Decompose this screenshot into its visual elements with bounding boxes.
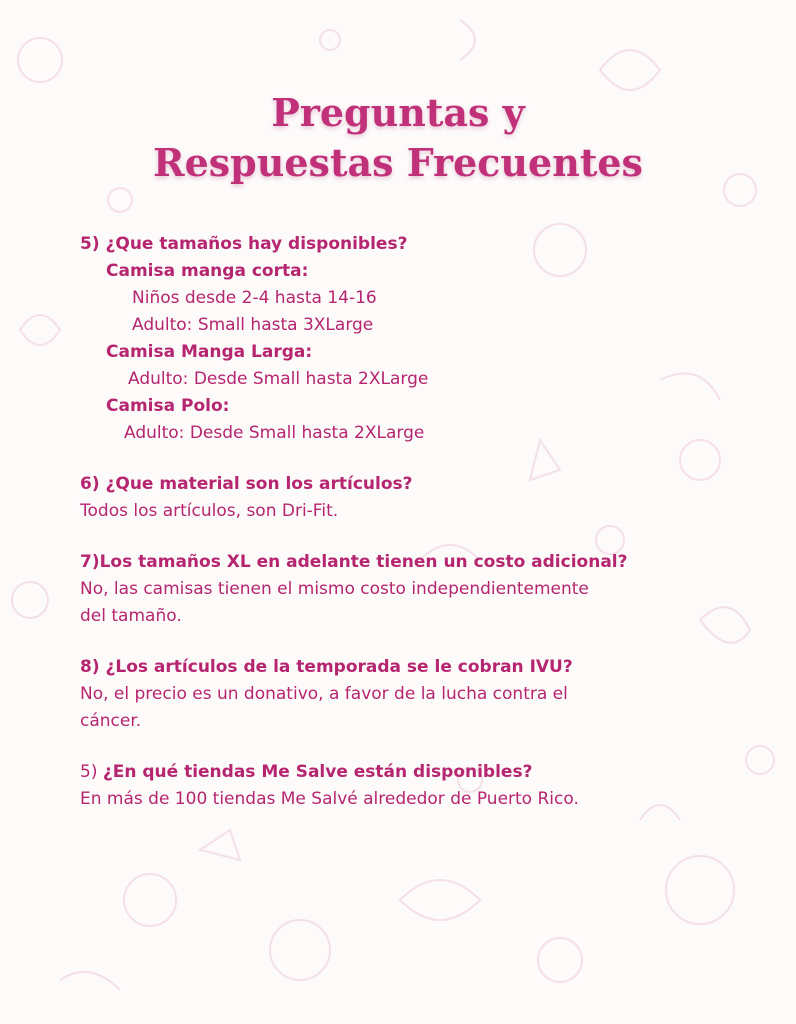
faq-answer-line-1: No, las camisas tienen el mismo costo independientemente	[80, 579, 589, 599]
faq-item-xl-cost	[80, 549, 760, 630]
faq-item-sizes	[80, 231, 760, 447]
title-line-2: Respuestas Frecuentes	[153, 140, 643, 185]
long-sleeve-label: Camisa Manga Larga:	[106, 342, 313, 362]
faq-item-material	[80, 471, 760, 525]
short-sleeve-adult-sizes: Adulto: Small hasta 3XLarge	[132, 315, 374, 335]
faq-question	[80, 759, 760, 786]
faq-question: 7)Los tamaños XL en adelante tienen un costo adicional?	[80, 552, 628, 572]
title-line-1: Preguntas y	[271, 90, 525, 135]
page-title	[0, 88, 796, 188]
faq-answer: En más de 100 tiendas Me Salvé alrededor de Puerto Rico.	[80, 789, 579, 809]
faq-answer-line-2: cáncer.	[80, 711, 142, 731]
faq-item-stores	[80, 759, 760, 813]
faq-answer-line-2: del tamaño.	[80, 606, 182, 626]
polo-label: Camisa Polo:	[106, 396, 230, 416]
faq-question: 5) ¿Que tamaños hay disponibles?	[80, 234, 408, 254]
short-sleeve-kids-sizes: Niños desde 2-4 hasta 14-16	[132, 288, 377, 308]
faq-list	[80, 231, 760, 813]
faq-question: 6) ¿Que material son los artículos?	[80, 474, 413, 494]
faq-answer: Todos los artículos, son Dri-Fit.	[80, 501, 339, 521]
faq-item-ivu	[80, 654, 760, 735]
polo-adult-sizes: Adulto: Desde Small hasta 2XLarge	[124, 423, 425, 443]
faq-answer-line-1: No, el precio es un donativo, a favor de la lucha contra el	[80, 684, 568, 704]
faq-question-text: ¿En qué tiendas Me Salve están disponibles?	[102, 762, 533, 782]
faq-number: 5)	[80, 762, 98, 782]
faq-question: 8) ¿Los artículos de la temporada se le cobran IVU?	[80, 657, 573, 677]
short-sleeve-label: Camisa manga corta:	[106, 261, 309, 281]
long-sleeve-adult-sizes: Adulto: Desde Small hasta 2XLarge	[128, 369, 429, 389]
